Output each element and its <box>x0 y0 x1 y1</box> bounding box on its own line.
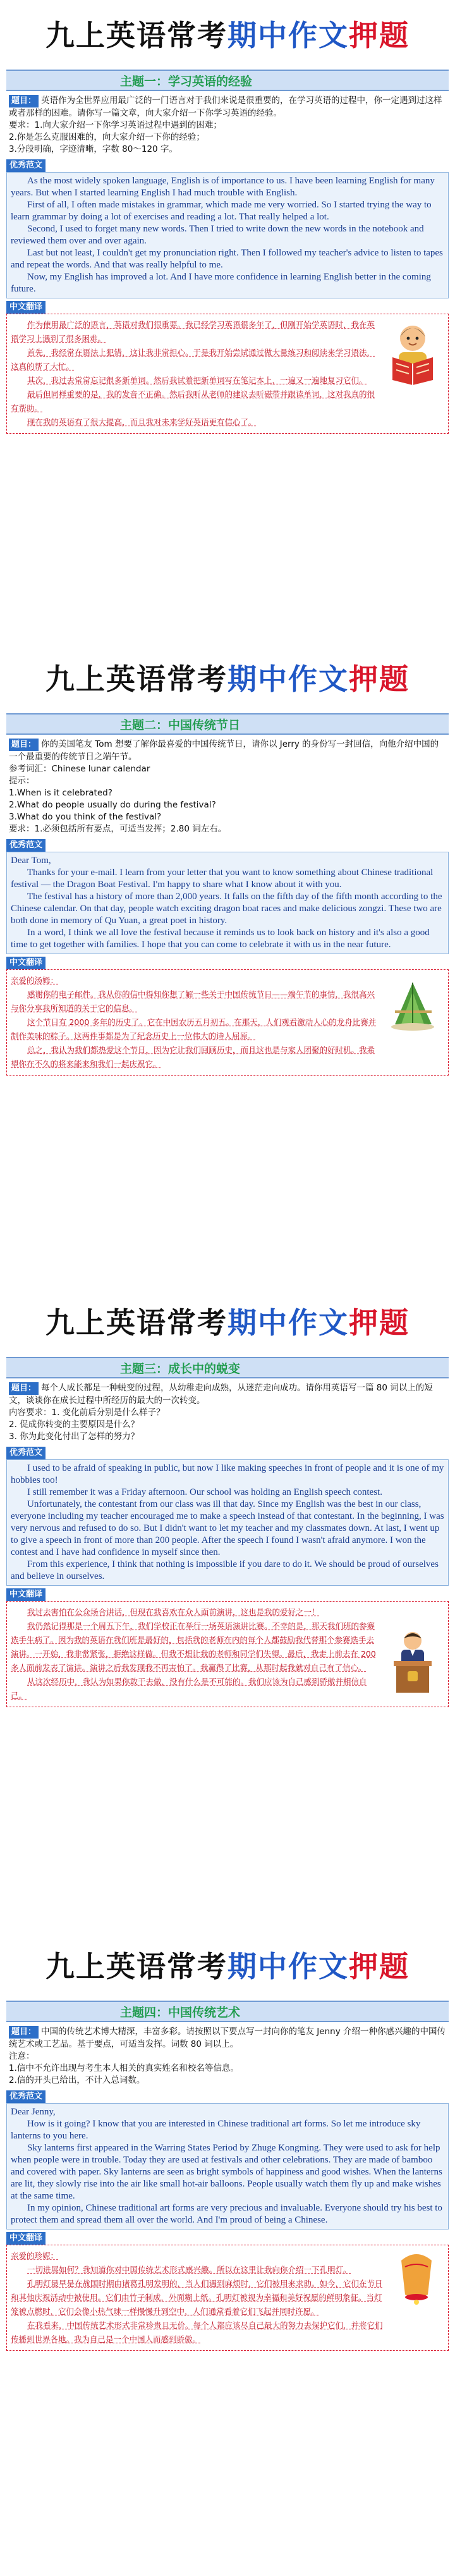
task-prompt <box>6 2022 449 2088</box>
task-prompt <box>6 735 449 837</box>
topic-section-3 <box>6 1287 449 1931</box>
task-line: 要求：1.向大家介绍一下你学习英语过程中遇到的困难； <box>9 120 222 130</box>
reading-kid-illustration <box>382 319 443 388</box>
task-line: 注意： <box>9 2051 35 2061</box>
essay-paragraph: Unfortunately, the contestant from our class was ill that day. Since my English was the best in our class, everyone including my teacher encouraged me to make a speech instead of that contestant. In the beginning, I was very nervous and refused to do so. But I didn't want to let my teacher and my classmates down. At last, I went up to give a speech in front of more than 200 people. After the speech I found I wasn't afraid anymore. I won the contest and I have had confidence in myself since then. <box>11 1499 444 1557</box>
translation-paragraph: 孔明灯最早是在战国时期由诸葛孔明发明的，当人们遇到麻烦时，它们被用来求助。如今，它们在节日和其他庆祝活动中被使用。它们由竹子制成，外面糊上纸。孔明灯被视为幸福和美好祝愿的鲜明象征。当灯笼被点燃时，它们会像小热气球一样慢慢升到空中，人们通常看着它们飞起并同时许愿。 <box>11 2279 383 2316</box>
topic-section-2 <box>6 644 449 1287</box>
task-line: 3. 你为此变化付出了怎样的努力？ <box>9 1432 140 1442</box>
translation-paragraph: 现在我的英语有了很大提高，而且我对未来学好英语更有信心了。 <box>27 417 257 427</box>
essay-salutation: Dear Jenny, <box>11 2107 56 2117</box>
essay-paragraph: How is it going? I know that you are interested in Chinese traditional art forms. So let me introduce sky lanterns to you here. <box>11 2119 421 2141</box>
chinese-translation <box>6 314 449 434</box>
translation-label: 中文翻译 <box>6 2232 46 2245</box>
essay-paragraph: I used to be afraid of speaking in public, but now I like making speeches in front of people and it is one of my hobbies too! <box>11 1463 444 1485</box>
title-part-2: 期中作文 <box>228 1949 349 1984</box>
task-label: 题目： <box>9 1382 39 1395</box>
title-part-3: 押题 <box>349 18 410 52</box>
page-title <box>6 1305 449 1343</box>
page-title <box>6 661 449 699</box>
task-line: 1.When is it celebrated? <box>9 788 112 798</box>
essay-paragraph: Second, I used to forget many new words. Then I tried to write down the new words in the notebook and reviewed them over and over again. <box>11 224 424 246</box>
topic-heading: 主题二：中国传统节日 <box>6 713 449 735</box>
translation-label: 中文翻译 <box>6 301 46 314</box>
task-line: 你的美国笔友 Tom 想要了解你最喜爱的中国传统节日，请你以 Jerry 的身份写一封回信，向他介绍中国的一个最重要的传统节日之端午节。 <box>9 739 439 762</box>
translation-salutation: 亲爱的珍妮： <box>11 2251 59 2260</box>
title-part-3: 押题 <box>349 662 410 696</box>
translation-salutation: 亲爱的汤姆： <box>11 976 59 985</box>
model-essay-label: 优秀范文 <box>6 2090 46 2103</box>
task-line: 每个人成长都是一种蜕变的过程，从幼稚走向成熟，从迷茫走向成功。请你用英语写一篇 80 词以上的短文，谈谈你在成长过程中所经历的最大的一次转变。 <box>9 1383 433 1406</box>
translation-paragraph: 作为使用最广泛的语言，英语对我们很重要。我已经学习英语很多年了，但刚开始学英语时，我在英语学习上遇到了很多困难。 <box>11 320 375 343</box>
page-title <box>6 18 449 56</box>
topic-heading: 主题一：学习英语的经验 <box>6 70 449 91</box>
task-line: 中国的传统艺术博大精深，丰富多彩。请按照以下要点写一封向你的笔友 Jenny 介绍一种你感兴趣的中国传统艺术或工艺品。基于要点，可适当发挥。词数 80 词以上。 <box>9 2027 446 2049</box>
essay-paragraph: Now, my English has improved a lot. And I have more confidence in learning English better in the coming future. <box>11 272 431 294</box>
translation-paragraph: 一切进展如何？我知道你对中国传统艺术形式感兴趣。所以在这里让我向你介绍一下孔明灯。 <box>27 2265 351 2274</box>
title-part-2: 期中作文 <box>228 18 349 52</box>
task-line: 内容要求：1. 变化前后分别是什么样子？ <box>9 1408 165 1418</box>
topic-section-4 <box>6 1931 449 2575</box>
topic-section-1 <box>6 0 449 644</box>
essay-paragraph: I still remember it was a Friday afternoon. Our school was holding an English speech contest. <box>27 1487 382 1497</box>
task-line: 参考词汇：Chinese lunar calendar <box>9 764 150 774</box>
task-line: 提示： <box>9 776 35 786</box>
task-line: 2. 促成你转变的主要原因是什么？ <box>9 1420 140 1430</box>
translation-paragraph: 总之，我认为我们都热爱这个节日，因为它让我们回顾历史，而且这也是与家人团聚的好时机。我希望你在不久的将来能来和我们一起庆祝它。 <box>11 1045 375 1069</box>
translation-paragraph: 我仍然记得那是一个周五下午，我们学校正在举行一场英语演讲比赛。不幸的是，那天我们班的参赛选手生病了。因为我的英语在我们班是最好的，包括我的老师在内的每个人都鼓励我代替那个参赛选手去演讲。一开始，我非常紧张，拒绝这样做。但我不想让我的老师和同学们失望。最后，我走上前去在 200 多人面前发表了演讲。演讲之后我发现我不再害怕了。我赢得了比赛，从那时起我就对自己有了信心。 <box>11 1621 376 1672</box>
translation-paragraph: 我过去害怕在公众场合讲话，但现在我喜欢在众人面前演讲，这也是我的爱好之一！ <box>27 1607 320 1617</box>
essay-paragraph: The festival has a history of more than 2,000 years. It falls on the fifth day of the fifth month according to the Chinese calendar. On that day, people watch exciting dragon boat races and make delicious zongzi. These two are both done in memory of Qu Yuan, a great poet in history. <box>11 892 442 926</box>
task-label: 题目： <box>9 95 39 107</box>
essay-salutation: Dear Tom, <box>11 856 51 866</box>
translation-paragraph: 感谢你的电子邮件。我从你的信中得知你想了解一些关于中国传统节日——端午节的事情，我很高兴与你分享我所知道的关于它的信息。 <box>11 990 375 1013</box>
chinese-translation <box>6 969 449 1076</box>
essay-paragraph: From this experience, I think that nothing is impossible if you dare to do it. We should be proud of ourselves and believe in ourselves. <box>11 1559 439 1581</box>
page-title <box>6 1949 449 1987</box>
task-line: 3.分段明确，字迹清晰，字数 80～120 字。 <box>9 144 178 154</box>
title-part-2: 期中作文 <box>228 1306 349 1340</box>
model-essay <box>6 172 449 298</box>
title-part-2: 期中作文 <box>228 662 349 696</box>
essay-paragraph: In a word, I think we all love the festival because it reminds us to look back on history and it's also a good time to get together with families. I hope that you can come to celebrate it with us in the near future. <box>11 928 430 950</box>
model-essay-label: 优秀范文 <box>6 839 46 852</box>
translation-paragraph: 这个节日有 2000 多年的历史了。它在中国农历五月初五。在那天，人们观看激动人心的龙舟比赛并制作美味的粽子。这两件事都是为了纪念历史上一位伟大的诗人屈原。 <box>11 1017 377 1041</box>
task-prompt <box>6 1378 449 1444</box>
title-part-1: 九上英语常考 <box>46 1306 228 1340</box>
essay-paragraph: In my opinion, Chinese traditional art forms are very precious and invaluable. Everyone should try his best to protect them and spread them all over the world. And I'm proud of being a Chinese. <box>11 2203 442 2225</box>
title-part-1: 九上英语常考 <box>46 1949 228 1984</box>
essay-paragraph: Thanks for your e-mail. I learn from your letter that you want to know something about Chinese traditional festival — the Dragon Boat Festival. I'm happy to share what I know about it with you. <box>11 868 434 890</box>
task-line: 要求：1.必须包括所有要点，可适当发挥；2.80 词左右。 <box>9 824 227 834</box>
model-essay-label: 优秀范文 <box>6 1447 46 1459</box>
title-part-1: 九上英语常考 <box>46 662 228 696</box>
model-essay-label: 优秀范文 <box>6 159 46 172</box>
model-essay <box>6 2103 449 2229</box>
title-part-1: 九上英语常考 <box>46 18 228 52</box>
translation-paragraph: 其次，我过去常常忘记很多新单词。然后我试着把新单词写在笔记本上，一遍又一遍地复习它们。 <box>27 376 367 385</box>
title-part-3: 押题 <box>349 1949 410 1984</box>
task-line: 3.What do you think of the festival? <box>9 812 162 822</box>
essay-paragraph: Last but not least, I couldn't get my pronunciation right. Then I followed my teacher's advice to listen to tapes and repeat the words. And that was really helpful to me. <box>11 248 443 270</box>
model-essay <box>6 852 449 954</box>
task-label: 题目： <box>9 2026 39 2039</box>
translation-paragraph: 在我看来，中国传统艺术形式非常珍贵且无价。每个人都应该尽自己最大的努力去保护它们，并将它们传播到世界各地。我为自己是一个中国人而感到骄傲。 <box>11 2321 383 2344</box>
model-essay <box>6 1459 449 1586</box>
topic-heading: 主题三：成长中的蜕变 <box>6 1357 449 1378</box>
essay-paragraph: First of all, I often made mistakes in grammar, which made me very worried. So I started trying the way to learn grammar by doing a lot of exercises and reading a lot. That really helped a lot. <box>11 200 432 222</box>
chinese-translation <box>6 1601 449 1707</box>
translation-paragraph: 最后但同样重要的是，我的发音不正确。然后我听从老师的建议去听磁带并跟读单词，这对我真的很有帮助。 <box>11 389 375 413</box>
task-line: 1.信中不允许出现与考生本人相关的真实姓名和校名等信息。 <box>9 2063 239 2073</box>
essay-paragraph: As the most widely spoken language, English is of importance to us. I have been learning English for many years. But when I started learning English I had much trouble with English. <box>11 176 435 198</box>
translation-paragraph: 从这次经历中，我认为如果你敢于去做，没有什么是不可能的。我们应该为自己感到骄傲并相信自己。 <box>11 1677 367 1700</box>
translation-label: 中文翻译 <box>6 957 46 969</box>
title-part-3: 押题 <box>349 1306 410 1340</box>
task-prompt <box>6 91 449 157</box>
topic-heading: 主题四：中国传统艺术 <box>6 2001 449 2022</box>
sky-lantern-illustration <box>390 2248 443 2309</box>
translation-label: 中文翻译 <box>6 1588 46 1601</box>
essay-paragraph: Sky lanterns first appeared in the Warring States Period by Zhuge Kongming. They were used to ask for help when people were in trouble. Today they are used at festivals and other celebrations. They are made of bamboo and covered with paper. Sky lanterns are seen as bright symbols of happiness and good wishes. When the lanterns are lit, they slowly rise into the air like small hot-air balloons. People usually watch them fly up and make wishes at the same time. <box>11 2143 442 2201</box>
task-line: 英语作为全世界应用最广泛的一门语言对于我们来说是很重要的，在学习英语的过程中，你一定遇到过这样或者那样的困难。请你写一篇文章，向大家介绍一下你学习英语的经验。 <box>9 95 442 118</box>
zongzi-illustration <box>382 974 443 1034</box>
speaker-at-podium-illustration <box>382 1627 443 1696</box>
task-line: 2.What do people usually do during the festival? <box>9 800 216 810</box>
chinese-translation <box>6 2245 449 2351</box>
task-line: 2.信的开头已给出，不计入总词数。 <box>9 2075 145 2085</box>
task-line: 2.你是怎么克服困难的，向大家介绍一下你的经验； <box>9 132 205 142</box>
task-label: 题目： <box>9 739 39 751</box>
translation-paragraph: 首先，我经常在语法上犯错，这让我非常担心。于是我开始尝试通过做大量练习和阅读来学习语法，这真的帮了大忙。 <box>11 348 375 371</box>
